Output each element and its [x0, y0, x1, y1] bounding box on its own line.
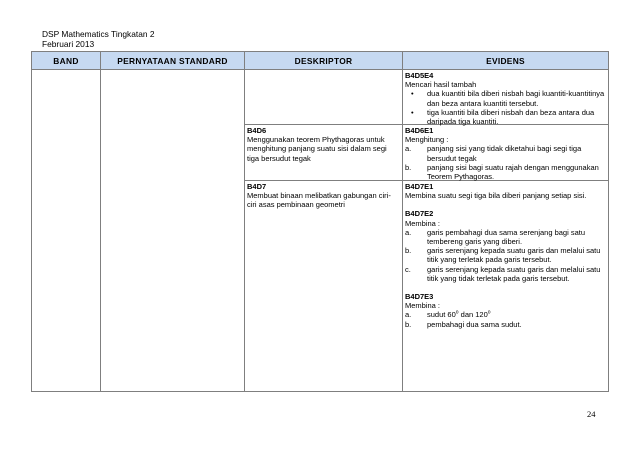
page-number: 24 — [587, 409, 596, 419]
evidens-code: B4D5E4 — [405, 71, 434, 80]
list-item: b. garis serenjang kepada suatu garis dan melalui satu titik yang terletak pada garis tersebut. — [405, 246, 601, 265]
standards-table — [31, 51, 609, 392]
column-header-evidens: EVIDENS — [403, 52, 609, 70]
list-item: b. pembahagi dua sama sudut. — [405, 319, 522, 329]
table-row — [32, 70, 609, 125]
list-item: c. garis serenjang kepada suatu garis dan melalui satu titik yang tidak terletak pada garis tersebut. — [405, 264, 601, 283]
list-item: • dua kuantiti bila diberi nisbah bagi kuantiti-kuantitinya dan beza antara kuantiti tersebut. — [411, 89, 605, 108]
column-header-pernyataan-standard: PERNYATAAN STANDARD — [101, 52, 245, 70]
evidens-code: B4D7E2 — [405, 209, 434, 219]
column-header-deskriptor: DESKRIPTOR — [245, 52, 403, 70]
deskriptor-cell-b4d6 — [245, 125, 403, 181]
list-item: a. panjang sisi yang tidak diketahui bagi segi tiga bersudut tegak — [405, 144, 582, 163]
evidens-code: B4D7E3 — [405, 292, 434, 302]
deskriptor-code: B4D7 — [247, 182, 267, 191]
document-title: DSP Mathematics Tingkatan 2 — [42, 29, 155, 39]
evidens-cell-b4d6e1 — [403, 125, 609, 181]
pernyataan-standard-cell — [101, 70, 245, 392]
evidens-cell-b4d5e4 — [403, 70, 609, 125]
bullet-icon: • — [411, 107, 414, 117]
document-date: Februari 2013 — [42, 39, 95, 49]
table-header-row — [32, 52, 609, 70]
list-item: b. panjang sisi bagi suatu rajah dengan menggunakan Teorem Pythagoras. — [405, 162, 599, 182]
evidens-text: Membina suatu segi tiga bila diberi panjang setiap sisi. — [405, 191, 587, 201]
deskriptor-text: Menggunakan teorem Phythagoras untuk menghitung panjang suatu sisi dalam segi tiga bersudut tegak — [247, 135, 387, 163]
evidens-code: B4D6E1 — [405, 126, 434, 135]
column-header-band: BAND — [32, 52, 101, 70]
evidens-intro: Menghitung : — [405, 135, 449, 145]
evidens-cell-b4d7 — [403, 181, 609, 392]
band-cell — [32, 70, 101, 392]
deskriptor-cell-b4d7 — [245, 181, 403, 392]
deskriptor-text: Membuat binaan melibatkan gabungan ciri-ciri asas pembinaan geometri — [247, 191, 391, 210]
evidens-intro: Membina : — [405, 301, 441, 311]
deskriptor-cell-empty — [245, 70, 403, 125]
bullet-icon: • — [411, 89, 414, 99]
evidens-intro: Membina : — [405, 218, 441, 228]
evidens-intro: Mencari hasil tambah — [405, 80, 477, 90]
evidens-code: B4D7E1 — [405, 182, 434, 191]
list-item: • tiga kuantiti bila diberi nisbah dan beza antara dua daripada tiga kuantiti. — [411, 107, 595, 127]
list-item: a. garis pembahagi dua sama serenjang bagi satu tembereng garis yang diberi. — [405, 227, 586, 247]
deskriptor-code: B4D6 — [247, 126, 267, 135]
list-item: a. sudut 60$^o$ dan 120$^o$ — [405, 309, 491, 320]
